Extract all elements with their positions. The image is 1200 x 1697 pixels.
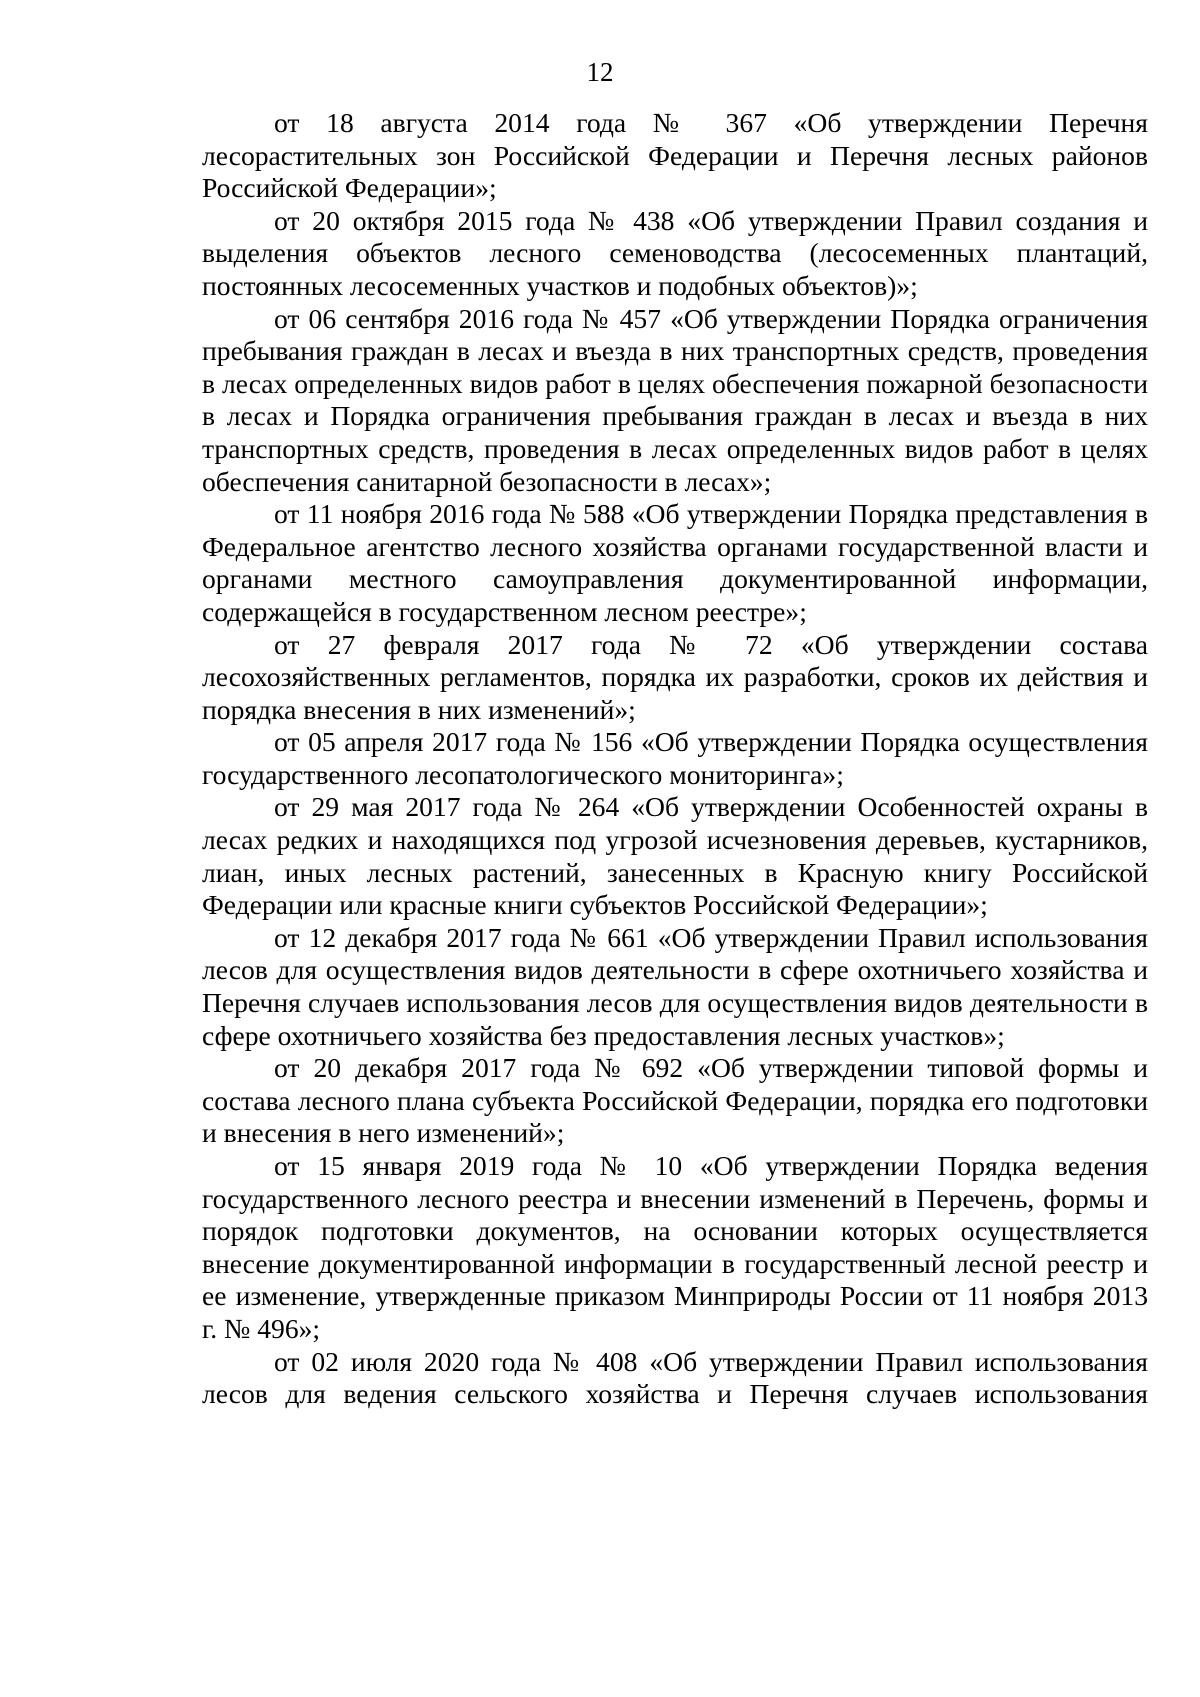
page-number: 12	[586, 57, 614, 87]
paragraph-order-661: от 12 декабря 2017 года № 661 «Об утверждении Правил использования лесов для осуществления видов деятельности в сфере охотничьего хозяйства и Перечня случаев использования лесов для осуществления видов деятельности в сфере охотничьего хозяйства без предоставления лесных участков»;	[202, 921, 1148, 1051]
paragraph-order-264: от 29 мая 2017 года № 264 «Об утверждении Особенностей охраны в лесах редких и находящихся под угрозой исчезновения деревьев, кустарников, лиан, иных лесных растений, занесенных в Красную книгу Российской Федерации или красные книги субъектов Российской Федерации»;	[202, 791, 1148, 921]
paragraph-order-438: от 20 октября 2015 года № 438 «Об утверждении Правил создания и выделения объектов лесного семеноводства (лесосеменных плантаций, постоянных лесосеменных участков и подобных объектов)»;	[202, 204, 1148, 301]
paragraph-order-408: от 02 июля 2020 года № 408 «Об утверждении Правил использования лесов для ведения сельского хозяйства и Перечня случаев использования	[202, 1345, 1148, 1410]
document-body	[202, 107, 1148, 1411]
paragraph-order-367: от 18 августа 2014 года № 367 «Об утверждении Перечня лесорастительных зон Российской Федерации и Перечня лесных районов Российской Федерации»;	[202, 107, 1148, 204]
paragraph-order-156: от 05 апреля 2017 года № 156 «Об утверждении Порядка осуществления государственного лесопатологического мониторинга»;	[202, 726, 1148, 790]
paragraph-order-457: от 06 сентября 2016 года № 457 «Об утверждении Порядка ограничения пребывания граждан в лесах и въезда в них транспортных средств, проведения в лесах определенных видов работ в целях обеспечения пожарной безопасности в лесах и Порядка ограничения пребывания граждан в лесах и въезда в них транспортных средств, проведения в лесах определенных видов работ в целях обеспечения санитарной безопасности в лесах»;	[202, 302, 1148, 497]
paragraph-order-10: от 15 января 2019 года № 10 «Об утверждении Порядка ведения государственного лесного реестра и внесении изменений в Перечень, формы и порядок подготовки документов, на основании которых осуществляется внесение документированной информации в государственный лесной реестр и ее изменение, утвержденные приказом Минприроды России от 11 ноября 2013 г. № 496»;	[202, 1150, 1148, 1344]
paragraph-order-692: от 20 декабря 2017 года № 692 «Об утверждении типовой формы и состава лесного плана субъекта Российской Федерации, порядка его подготовки и внесения в него изменений»;	[202, 1052, 1148, 1149]
paragraph-order-588: от 11 ноября 2016 года № 588 «Об утверждении Порядка представления в Федеральное агентство лесного хозяйства органами государственной власти и органами местного самоуправления документированной информации, содержащейся в государственном лесном реестре»;	[202, 498, 1148, 627]
paragraph-order-72: от 27 февраля 2017 года № 72 «Об утверждении состава лесохозяйственных регламентов, порядка их разработки, сроков их действия и порядка внесения в них изменений»;	[202, 628, 1148, 725]
